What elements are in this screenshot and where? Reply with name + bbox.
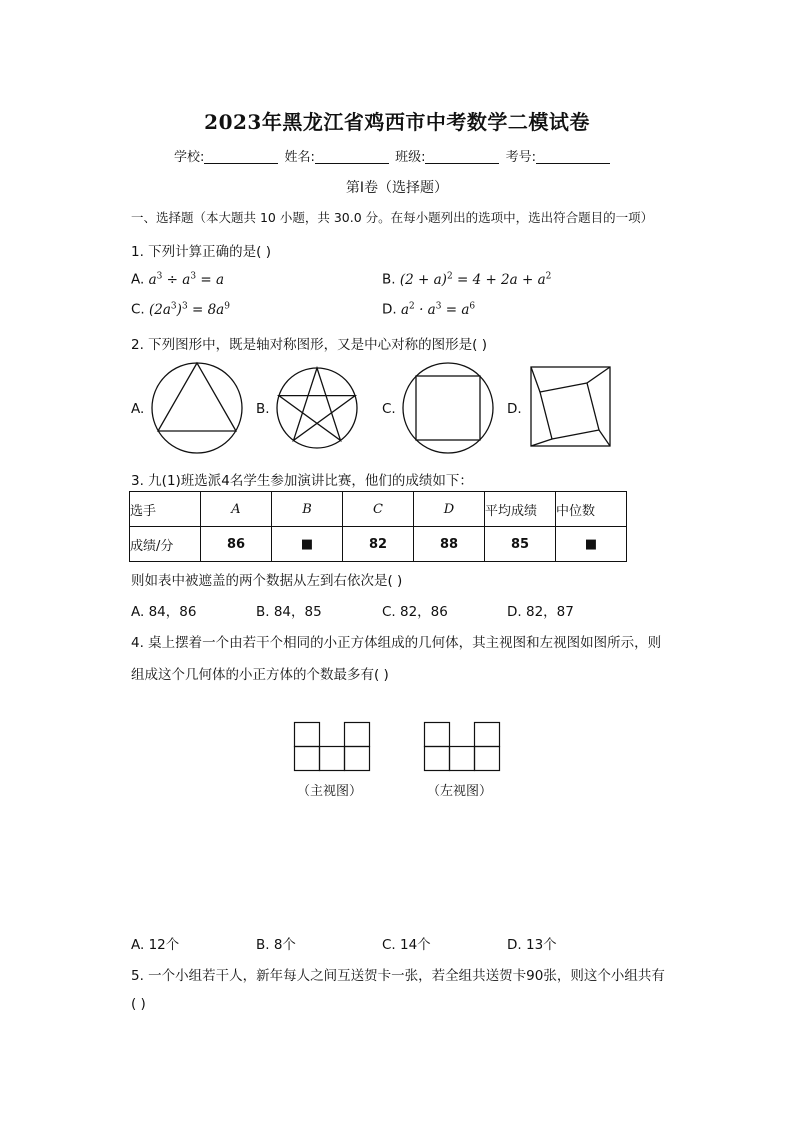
option-letter: B. xyxy=(382,271,396,288)
table-cell: 86 xyxy=(201,527,272,562)
table-cell: 中位数 xyxy=(556,492,627,527)
q1-option-c xyxy=(131,301,230,318)
q1-d-formula: $a^2 \cdot a^3 = a^6$ xyxy=(400,301,476,318)
q3-stem: 3. 九(1)班选派4名学生参加演讲比赛，他们的成绩如下： xyxy=(131,473,473,489)
table-row xyxy=(130,527,627,562)
table-cell: 选手 xyxy=(130,492,201,527)
pinwheel-square-figure xyxy=(530,366,611,447)
q4-stem-line2: 组成这个几何体的小正方体的个数最多有( ) xyxy=(131,667,389,683)
table-cell: B xyxy=(272,492,343,527)
q1-option-a xyxy=(131,271,224,288)
table-cell: D xyxy=(414,492,485,527)
q1-stem: 1. 下列计算正确的是( ) xyxy=(131,244,271,260)
front-view-label: （主视图） xyxy=(297,784,363,799)
q3-option-c: C. 82，86 xyxy=(382,604,448,620)
name-blank xyxy=(315,149,389,164)
q2-option-c-label: C. xyxy=(382,401,396,417)
q3-question: 则如表中被遮盖的两个数据从左到右依次是( ) xyxy=(131,573,403,589)
name-label: 姓名: xyxy=(284,150,315,165)
circle-triangle-figure xyxy=(150,361,244,455)
option-letter: A. xyxy=(131,271,145,288)
hidden-value-cell: ■ xyxy=(556,527,627,562)
exam-no-label: 考号: xyxy=(505,150,536,165)
q4-option-a: A. 12个 xyxy=(131,937,180,953)
scores-table xyxy=(129,491,627,562)
left-view-label: （左视图） xyxy=(427,784,493,799)
volume-heading: 第Ⅰ卷（选择题） xyxy=(345,180,449,196)
q3-option-d: D. 82，87 xyxy=(507,604,574,620)
q1-a-formula: $a^3 \div a^3 = a$ xyxy=(148,271,225,288)
front-view-figure xyxy=(294,722,370,771)
table-cell: 88 xyxy=(414,527,485,562)
q4-option-d: D. 13个 xyxy=(507,937,557,953)
class-label: 班级: xyxy=(395,150,426,165)
class-blank xyxy=(425,149,499,164)
left-view-figure xyxy=(424,722,500,771)
q2-option-d-label: D. xyxy=(507,401,522,417)
q3-option-a: A. 84，86 xyxy=(131,604,197,620)
option-letter: D. xyxy=(382,301,397,318)
q5-stem-line1: 5. 一个小组若干人，新年每人之间互送贺卡一张，若全组共送贺卡90张，则这个小组共有 xyxy=(131,968,665,984)
q4-stem-line1: 4. 桌上摆着一个由若干个相同的小正方体组成的几何体，其主视图和左视图如图所示，则 xyxy=(131,635,662,651)
q2-option-a-label: A. xyxy=(131,401,145,417)
table-cell: 82 xyxy=(343,527,414,562)
table-cell: 平均成绩 xyxy=(485,492,556,527)
q1-b-formula: $(2 + a)^2 = 4 + 2a + a^2$ xyxy=(399,271,552,288)
school-blank xyxy=(204,149,278,164)
table-header-row xyxy=(130,492,627,527)
student-info-line xyxy=(174,146,612,165)
exam-no-blank xyxy=(536,149,610,164)
school-label: 学校: xyxy=(174,150,205,165)
table-cell: A xyxy=(201,492,272,527)
q1-option-d xyxy=(382,301,475,318)
q1-c-formula: $(2a^3)^3 = 8a^9$ xyxy=(149,301,230,318)
exam-title: 2023年黑龙江省鸡西市中考数学二模试卷 xyxy=(204,110,590,134)
table-cell: 成绩/分 xyxy=(130,527,201,562)
option-letter: C. xyxy=(131,301,145,318)
q1-option-b xyxy=(382,271,551,288)
circle-square-figure xyxy=(401,361,495,455)
q5-stem-line2: ( ) xyxy=(131,996,146,1012)
q4-option-b: B. 8个 xyxy=(256,937,296,953)
section-heading: 一、选择题（本大题共 10 小题，共 30.0 分。在每小题列出的选项中，选出符合题目的一项） xyxy=(131,210,654,225)
q3-option-b: B. 84，85 xyxy=(256,604,322,620)
q2-option-b-label: B. xyxy=(256,401,270,417)
q4-option-c: C. 14个 xyxy=(382,937,431,953)
q2-stem: 2. 下列图形中，既是轴对称图形，又是中心对称的图形是( ) xyxy=(131,337,487,353)
hidden-value-cell: ■ xyxy=(272,527,343,562)
table-cell: C xyxy=(343,492,414,527)
circle-star-figure xyxy=(275,366,359,450)
table-cell: 85 xyxy=(485,527,556,562)
